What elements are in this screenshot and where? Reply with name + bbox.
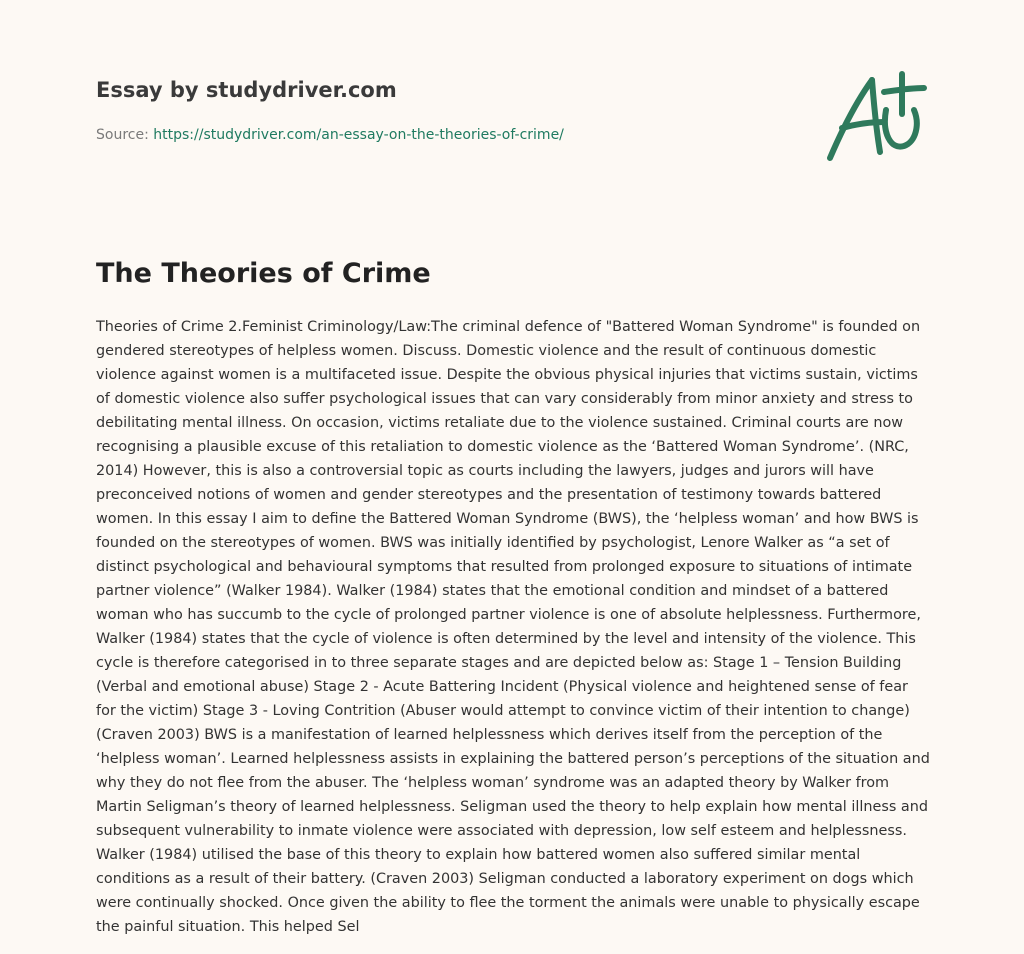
source-label: Source: [96,127,149,143]
source-line [96,126,796,144]
article-body: Theories of Crime 2.Feminist Criminology/Law:The criminal defence of "Battered Woman Syndrome" is founded on gendered stereotypes of helpless women. Discuss. Domestic violence and the result of continuous domestic violence against women is a multifaceted issue. Despite the obvious physical injuries that victims sustain, victims of domestic violence also suffer psychological issues that can vary considerably from minor anxiety and stress to debilitating mental illness. On occasion, victims retaliate due to the violence sustained. Criminal courts are now recognising a plausible excuse of this retaliation to domestic violence as the ‘Battered Woman Syndrome’. (NRC, 2014) However, this is also a controversial topic as courts including the lawyers, judges and jurors will have preconceived notions of women and gender stereotypes and the presentation of testimony towards battered women. In this essay I aim to define the Battered Woman Syndrome (BWS), the ‘helpless woman’ and how BWS is founded on the stereotypes of women. BWS was initially identified by psychologist, Lenore Walker as “a set of distinct psychological and behavioural symptoms that resulted from prolonged exposure to situations of intimate partner violence” (Walker 1984). Walker (1984) states that the emotional condition and mindset of a battered woman who has succumb to the cycle of prolonged partner violence is one of absolute helplessness. Furthermore, Walker (1984) states that the cycle of violence is often determined by the level and intensity of the violence. This cycle is therefore categorised in to three separate stages and are depicted below as: Stage 1 – Tension Building (Verbal and emotional abuse) Stage 2 - Acute Battering Incident (Physical violence and heightened sense of fear for the victim) Stage 3 - Loving Contrition (Abuser would attempt to convince victim of their intention to change) (Craven 2003) BWS is a manifestation of learned helplessness which derives itself from the perception of the ‘helpless woman’. Learned helplessness assists in explaining the battered person’s perceptions of the situation and why they do not flee from the abuser. The ‘helpless woman’ syndrome was an adapted theory by Walker from Martin Seligman’s theory of learned helplessness. Seligman used the theory to help explain how mental illness and subsequent vulnerability to inmate violence were associated with depression, low self esteem and helplessness. Walker (1984) utilised the base of this theory to explain how battered women also suffered similar mental conditions as a result of their battery. (Craven 2003) Seligman conducted a laboratory experiment on dogs which were continually shocked. Once given the ability to flee the torment the animals were unable to physically escape the painful situation. This helped Sel [96,319,930,935]
article-title: The Theories of Crime [96,258,431,289]
a-plus-logo-icon [820,66,932,166]
source-link[interactable]: https://studydriver.com/an-essay-on-the-theories-of-crime/ [153,127,564,143]
brand-title: Essay by studydriver.com [96,78,397,102]
essay-header [96,76,796,144]
